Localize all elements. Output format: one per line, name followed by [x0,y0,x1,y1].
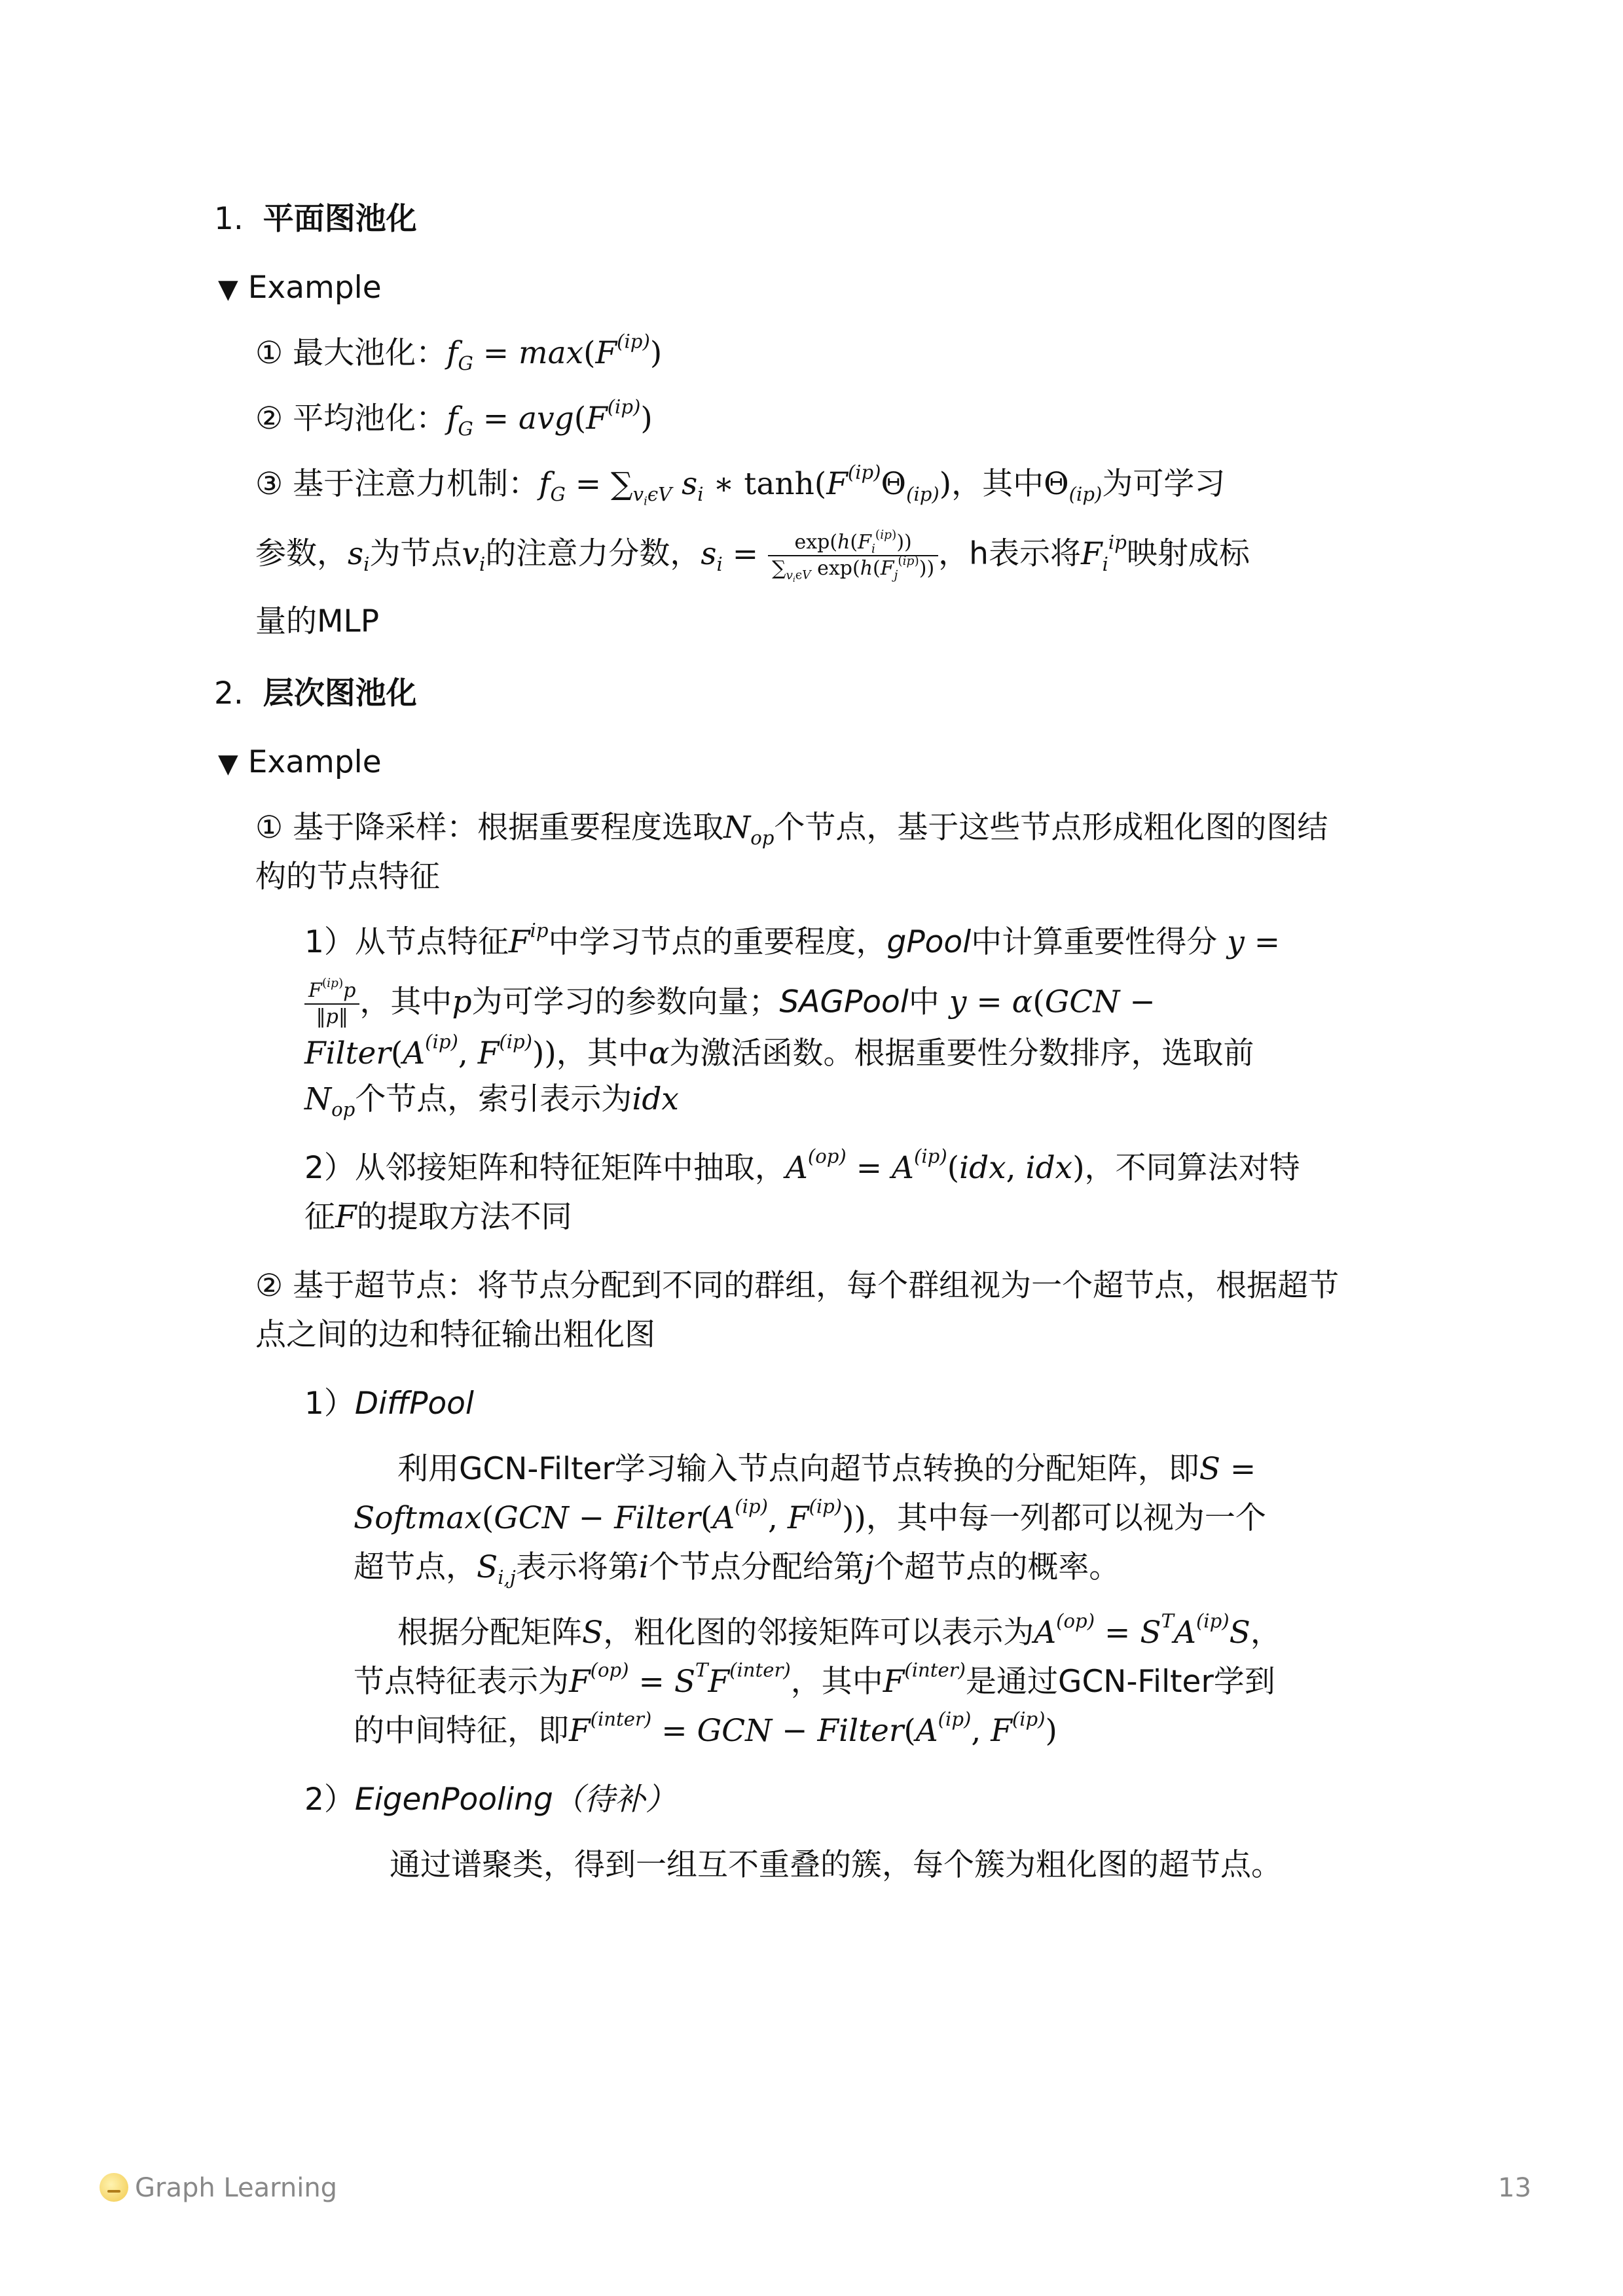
formula-i: i [638,1549,649,1585]
supernode-item [255,1263,1339,1309]
max-pool-item [255,331,662,376]
formula-s: S [582,1615,604,1651]
downsampling-step1-line3 [304,1031,1254,1077]
text: 中计算重要性得分 [971,924,1218,960]
formula-f-inter: $F^{(inter)}$ [883,1659,966,1700]
formula-s-eq: S = [1199,1451,1256,1487]
text: 2） [304,1782,355,1818]
text: 为激活函数。根据重要性分数排序，选取前 [669,1035,1254,1071]
text: 超节点， [354,1549,477,1585]
page-number: 13 [1498,2173,1531,2203]
formula-nop: $N_{op}$ [304,1081,356,1121]
text: 中学习节点的重要程度， [548,924,887,960]
item-label: ③ 基于注意力机制： [255,466,539,502]
formula-sagpool-a: y = α(GCN − [949,984,1156,1020]
downsampling-line2 [255,854,440,900]
formula-theta: $\Theta_{(ip)}$ [1044,466,1103,506]
text: ，其中 [359,984,452,1020]
diffpool-para2 [397,1610,1281,1656]
formula-fi-ip: $F_i^{ip}$ [1080,531,1127,575]
avg-pool-item [255,396,653,442]
text: 表示将第 [515,1549,639,1585]
text: 的提取方法不同 [356,1199,572,1235]
formula-a-op: $A^{(op)} = A^{(ip)}(idx$, idx) [785,1145,1085,1186]
text: 为节点 [369,535,462,572]
text: ，其中 [556,1035,649,1071]
text: ② 基于超节点：将节点分配到不同的群组，每个群组视为一个超节点，根据超节 [255,1268,1340,1304]
section-title: 层次图池化 [263,675,417,711]
text: ，其中每一列都可以视为一个 [866,1500,1266,1536]
toggle-label: Example [247,270,382,306]
formula-j: j [864,1549,874,1585]
downsampling-step2-line2 [304,1194,572,1240]
text: ，其中 [951,466,1044,502]
attention-pool-line3 [255,599,379,645]
eigenpooling-para [390,1842,1282,1888]
text: 2）从邻接矩阵和特征矩阵中抽取， [304,1150,786,1186]
text: 映射成标 [1126,535,1250,572]
text: 中 [908,984,939,1020]
section-number: 2. [214,675,244,711]
text: 为可学习的参数向量； [471,984,780,1020]
text: ，粗化图的邻接矩阵可以表示为 [603,1615,1034,1651]
formula-gpool-fraction: $\frac{F^{(ip)}p}{‖p‖}$ [304,978,359,1030]
toggle-example-2[interactable] [218,740,382,787]
formula-f-op: $F^{(op)} = S^TF^{(inter)}$ [569,1659,791,1700]
method-name: gPool [886,924,972,960]
formula-a-op-sts: $A^{(op)} = S^TA^{(ip)}S$ [1034,1609,1250,1651]
text: ，h表示将 [938,535,1081,572]
formula-idx: idx [632,1081,679,1117]
text: ，其中 [790,1664,883,1700]
text: 点之间的边和特征输出粗化图 [255,1317,655,1353]
formula-vi: $v_i$ [462,535,486,575]
formula-nop: $N_{op}$ [723,810,775,850]
text: ，不同算法对特 [1084,1150,1300,1186]
formula-si: $s_i$ [348,535,370,575]
attention-pool-item [255,461,1225,507]
text: 为可学习 [1102,466,1226,502]
downsampling-item [255,805,1328,851]
diffpool-heading [304,1381,474,1427]
diffpool-para2-line3 [354,1708,1057,1754]
text: 的中间特征，即 [354,1713,569,1749]
diffpool-para1-line3 [354,1545,1120,1590]
section-number: 1. [214,201,244,237]
diffpool-para1-line2 [354,1496,1266,1541]
text: 个节点，索引表示为 [355,1081,632,1117]
text: 参数， [255,535,348,572]
text: 征 [304,1199,335,1235]
supernode-line2 [255,1312,655,1358]
method-name: DiffPool [354,1386,474,1422]
formula-y-eq: y = [1227,924,1281,960]
eigenpooling-heading [304,1777,676,1823]
text: 节点特征表示为 [354,1664,569,1700]
section-heading-flat-pooling [214,196,417,242]
text: 1） [304,1386,355,1422]
section-heading-hierarchical-pooling [214,671,417,717]
item-label: ② 平均池化： [255,401,447,437]
triangle-down-icon[interactable]: ▼ [218,749,238,779]
section-title: 平面图池化 [263,201,417,237]
footer-title-text: Graph Learning [135,2173,338,2203]
text: 通过谱聚类，得到一组互不重叠的簇，每个簇为粗化图的超节点。 [390,1847,1282,1883]
text: 量的MLP [255,603,380,639]
text: ， [1250,1615,1281,1651]
formula-f-ip: $F^{ip}$ [508,919,549,960]
text: 个超节点的概率。 [873,1549,1120,1585]
downsampling-step1-line2 [304,978,1156,1030]
method-name: EigenPooling（待补） [354,1782,676,1818]
text: 个节点，基于这些节点形成粗化图的图结 [774,810,1328,846]
toggle-example-1[interactable] [218,265,382,312]
text: 构的节点特征 [255,859,440,895]
formula-attention-pool: $f_G = \sum_{v_i\epsilon V}$ $s_i$ ∗ $\tanh(F^{(ip)}\Theta_{(ip)})$ [539,461,952,509]
diffpool-para1 [397,1446,1256,1492]
item-label: ① 最大池化： [255,335,447,371]
formula-max-pool: $f_G = \max(F^{(ip)})$ [447,330,663,375]
downsampling-step1 [304,920,1280,965]
text: 的注意力分数， [485,535,701,572]
text: 1）从节点特征 [304,924,509,960]
triangle-down-icon[interactable]: ▼ [218,274,238,304]
attention-pool-line2 [255,528,1250,584]
face-with-monocle-icon [100,2173,128,2202]
text: 利用GCN-Filter学习输入节点向超节点转换的分配矩阵，即 [397,1451,1199,1487]
text: 根据分配矩阵 [397,1615,582,1651]
formula-f: F [335,1199,357,1235]
formula-si-eq: $s_i$ = [701,535,759,575]
text: ① 基于降采样：根据重要程度选取 [255,810,724,846]
formula-p: p [452,984,472,1020]
text: 个节点分配给第 [648,1549,864,1585]
formula-sagpool-b: $Filter(A^{(ip)}$, $F^{(ip)}$)) [304,1030,556,1071]
formula-alpha: α [648,1035,670,1071]
formula-softmax-gcn: Softmax(GCN − $Filter(A^{(ip)}$, $F^{(ip)}$)) [354,1495,866,1536]
formula-softmax-fraction: $\frac{\exp(h(F_i^{(ip)}))}{\sum_{v_i\epsilon V} \exp(h(F_j^{(ip)}))}$ [768,530,938,581]
formula-avg-pool: $f_G = avg(F^{(ip)})$ [447,395,653,440]
downsampling-step2 [304,1145,1300,1191]
toggle-label: Example [247,744,382,780]
text: 是通过GCN-Filter学到 [966,1664,1275,1700]
downsampling-step1-line4 [304,1077,679,1122]
method-name: SAGPool [779,984,909,1020]
footer-title [100,2173,337,2203]
formula-sij: $S_{i,j}$ [477,1549,516,1589]
diffpool-para2-line2 [354,1659,1275,1705]
formula-f-inter-eq: $F^{(inter)}$ = GCN − $Filter(A^{(ip)}$, $F^{(ip)}$) [569,1708,1057,1749]
